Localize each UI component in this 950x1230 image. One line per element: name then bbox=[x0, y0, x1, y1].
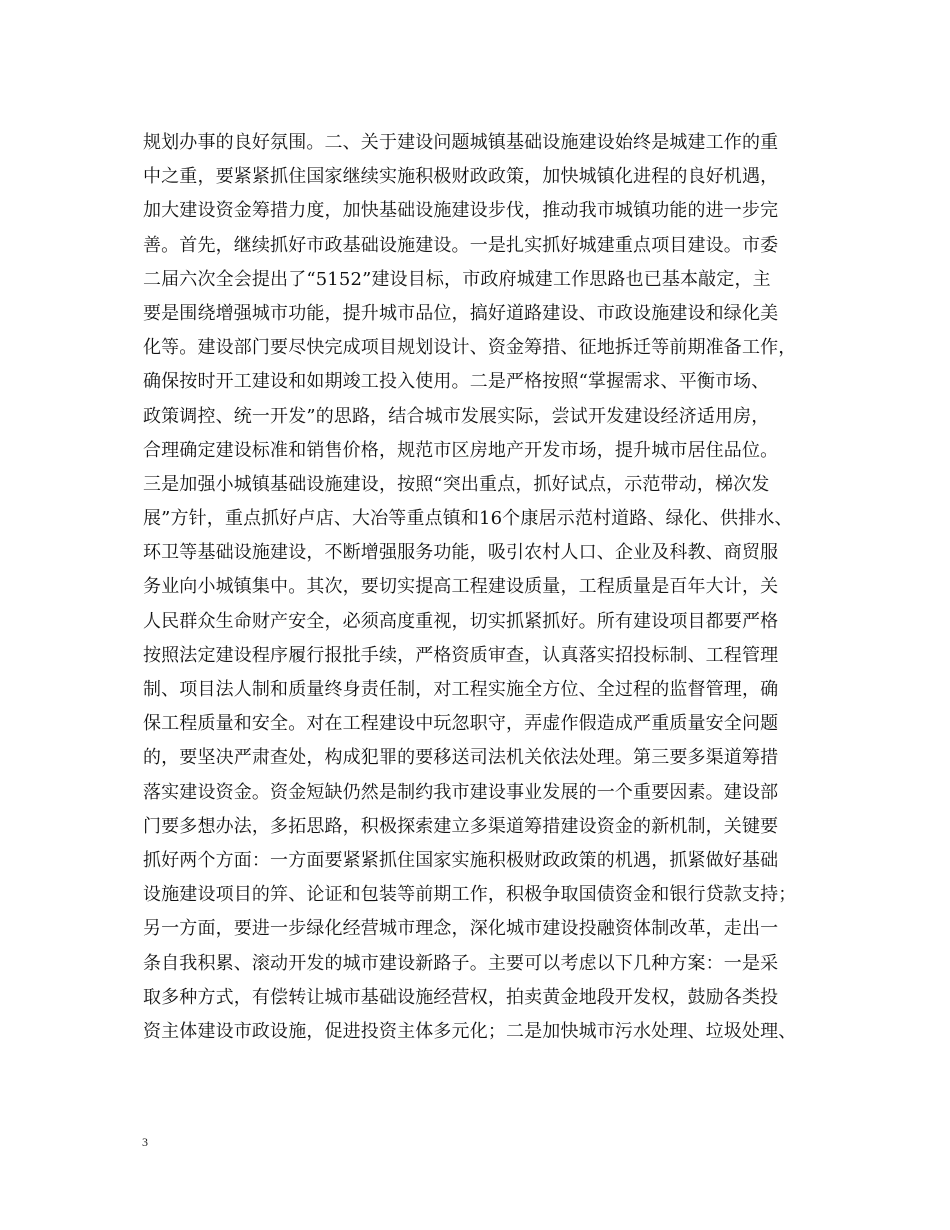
text-line: 门要多想办法，多拓思路，积极探索建立多渠道筹措建设资金的新机制，关键要 bbox=[143, 815, 779, 837]
text-line: 确保按时开工建设和如期竣工投入使用。二是严格按照“掌握需求、平衡市场、 bbox=[143, 371, 770, 393]
text-line: 人民群众生命财产安全，必须高度重视，切实抓紧抓好。所有建设项目都要严格 bbox=[143, 610, 779, 632]
text-line: 善。首先，继续抓好市政基础设施建设。一是扎实抓好城建重点项目建设。市委 bbox=[143, 234, 779, 256]
body-text bbox=[143, 126, 833, 1049]
text-line: 的，要坚决严肃查处，构成犯罪的要移送司法机关依法处理。第三要多渠道筹措 bbox=[143, 747, 779, 769]
text-line: 资主体建设市政设施，促进投资主体多元化；二是加快城市污水处理、垃圾处理、 bbox=[143, 1020, 797, 1042]
text-line: 落实建设资金。资金短缺仍然是制约我市建设事业发展的一个重要因素。建设部 bbox=[143, 781, 779, 803]
text-line: 务业向小城镇集中。其次，要切实提高工程建设质量，工程质量是百年大计，关 bbox=[143, 576, 779, 598]
text-line: 设施建设项目的笄、论证和包装等前期工作，积极争取国债资金和银行贷款支持； bbox=[143, 884, 797, 906]
text-line: 合理确定建设标准和销售价格，规范市区房地产开发市场，提升城市居住品位。 bbox=[143, 439, 779, 461]
text-line: 化等。建设部门要尽快完成项目规划设计、资金筹措、征地拆迁等前期准备工作， bbox=[143, 337, 797, 359]
text-line: 保工程质量和安全。对在工程建设中玩忽职守，弄虚作假造成严重质量安全问题 bbox=[143, 713, 779, 735]
text-line: 条自我积累、滚动开发的城市建设新路子。主要可以考虑以下几种方案：一是采 bbox=[143, 952, 779, 974]
text-line: 环卫等基础设施建设，不断增强服务功能，吸引农村人口、企业及科教、商贸服 bbox=[143, 542, 779, 564]
text-line: 加大建设资金筹措力度，加快基础设施建设步伐，推动我市城镇功能的进一步完 bbox=[143, 200, 779, 222]
page-number: 3 bbox=[142, 1135, 148, 1149]
text-line: 政策调控、统一开发”的思路，结合城市发展实际，尝试开发建设经济适用房， bbox=[143, 405, 770, 427]
text-line: 另一方面，要进一步绿化经营城市理念，深化城市建设投融资体制改革，走出一 bbox=[143, 918, 779, 940]
text-line: 规划办事的良好氛围。二、关于建设问题城镇基础设施建设始终是城建工作的重 bbox=[143, 132, 779, 153]
text-line: 二届六次全会提出了“5152”建设目标，市政府城建工作思路也已基本敲定，主 bbox=[143, 268, 771, 290]
text-line: 制、项目法人制和质量终身责任制，对工程实施全方位、全过程的监督管理，确 bbox=[143, 679, 779, 700]
text-line: 要是围绕增强城市功能，提升城市品位，搞好道路建设、市政设施建设和绿化美 bbox=[143, 302, 779, 324]
text-line: 展”方针，重点抓好卢店、大冶等重点镇和16个康居示范村道路、绿化、供排水、 bbox=[143, 508, 793, 530]
text-line: 取多种方式，有偿转让城市基础设施经营权，拍卖黄金地段开发权，鼓励各类投 bbox=[143, 986, 779, 1008]
text-line: 中之重，要紧紧抓住国家继续实施积极财政政策，加快城镇化进程的良好机遇， bbox=[143, 166, 779, 188]
text-line: 三是加强小城镇基础设施建设，按照“突出重点，抓好试点，示范带动，梯次发 bbox=[143, 473, 770, 495]
text-line: 抓好两个方面：一方面要紧紧抓住国家实施积极财政政策的机遇，抓紧做好基础 bbox=[143, 849, 779, 871]
text-line: 按照法定建设程序履行报批手续，严格资质审查，认真落实招投标制、工程管理 bbox=[143, 644, 779, 666]
